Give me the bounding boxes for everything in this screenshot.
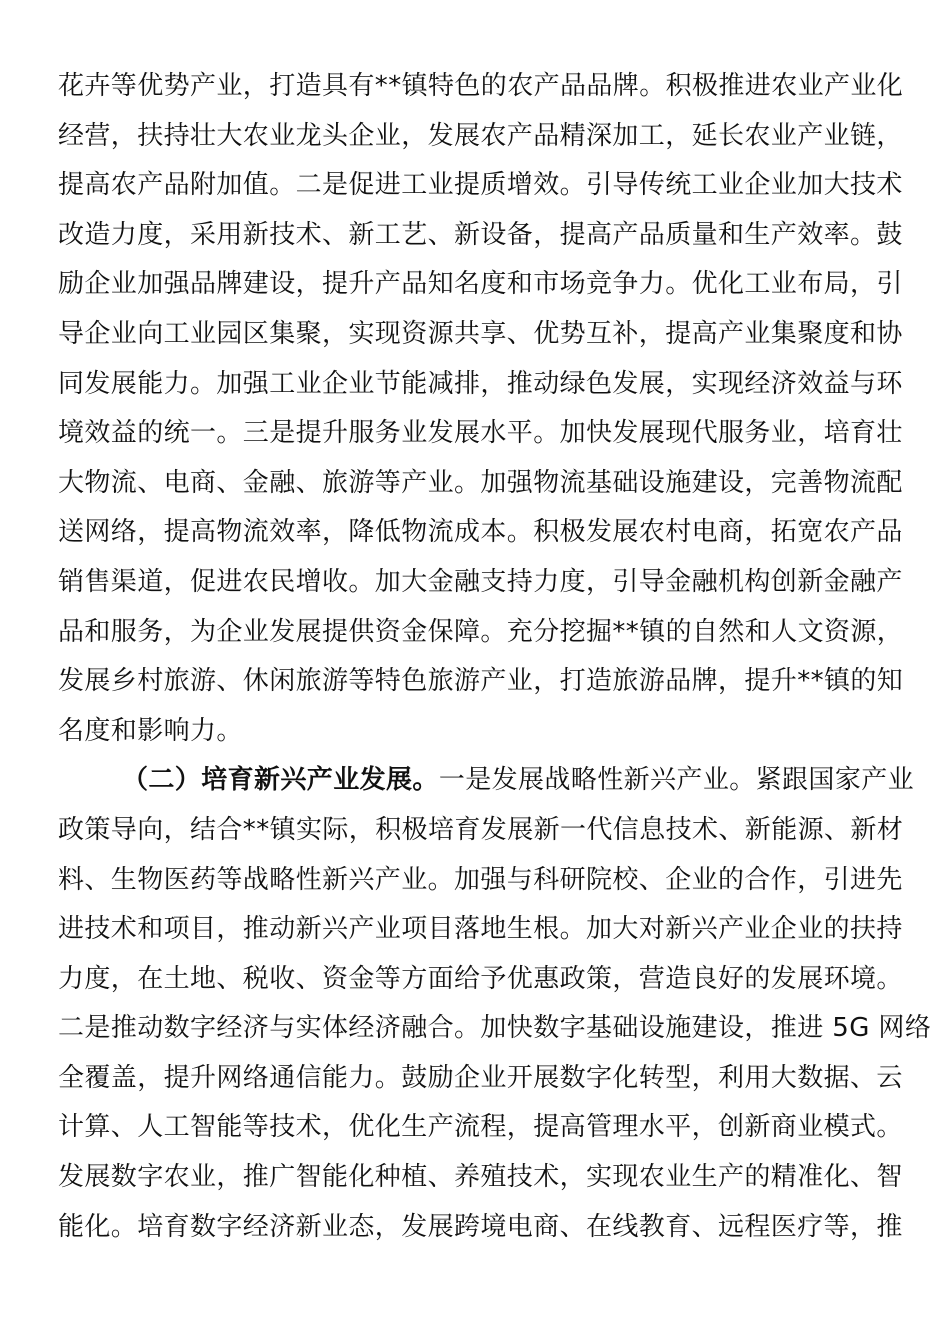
text-line: 境效益的统一。三是提升服务业发展水平。加快发展现代服务业，培育壮 xyxy=(58,418,903,449)
text-line: 经营，扶持壮大农业龙头企业，发展农产品精深加工，延长农业产业链， xyxy=(58,120,903,151)
text-line: 销售渠道，促进农民增收。加大金融支持力度，引导金融机构创新金融产 xyxy=(58,566,903,597)
text-line: 能化。培育数字经济新业态，发展跨境电商、在线教育、远程医疗等，推 xyxy=(58,1211,903,1242)
section-first-line xyxy=(58,756,915,806)
text-line: 送网络，提高物流效率，降低物流成本。积极发展农村电商，拓宽农产品 xyxy=(58,517,903,548)
text-line: 励企业加强品牌建设，提升产品知名度和市场竞争力。优化工业布局，引 xyxy=(58,269,903,300)
text-line: 力度，在土地、税收、资金等方面给予优惠政策，营造良好的发展环境。 xyxy=(58,963,903,994)
text-line: 发展乡村旅游、休闲旅游等特色旅游产业，打造旅游品牌，提升**镇的知 xyxy=(58,666,904,697)
text-line: 花卉等优势产业，打造具有**镇特色的农产品品牌。积极推进农业产业化 xyxy=(58,71,904,101)
text-line: 政策导向，结合**镇实际，积极培育发展新一代信息技术、新能源、新材 xyxy=(58,814,904,845)
text-line: 品和服务，为企业发展提供资金保障。充分挖掘**镇的自然和人文资源， xyxy=(58,616,904,647)
text-line: 发展数字农业，推广智能化种植、养殖技术，实现农业生产的精准化、智 xyxy=(58,1162,903,1193)
paragraph-emerging-industries xyxy=(58,756,932,1252)
text-line: 导企业向工业园区集聚，实现资源共享、优势互补，提高产业集聚度和协 xyxy=(58,318,903,349)
text-line: 二是推动数字经济与实体经济融合。加快数字基础设施建设，推进 5G 网络 xyxy=(58,1013,932,1044)
text-line: 进技术和项目，推动新兴产业项目落地生根。加大对新兴产业企业的扶持 xyxy=(58,914,903,945)
text-line: 同发展能力。加强工业企业节能减排，推动绿色发展，实现经济效益与环 xyxy=(58,368,903,399)
text-line: 改造力度，采用新技术、新工艺、新设备，提高产品质量和生产效率。鼓 xyxy=(58,219,903,250)
text-line: 全覆盖，提升网络通信能力。鼓励企业开展数字化转型，利用大数据、云 xyxy=(58,1062,903,1093)
section-first-line-text: 一是发展战略性新兴产业。紧跟国家产业 xyxy=(438,765,915,796)
paragraph-industry-upgrade xyxy=(58,62,904,756)
text-line: 大物流、电商、金融、旅游等产业。加强物流基础设施建设，完善物流配 xyxy=(58,467,903,498)
section-heading: （二）培育新兴产业发展。 xyxy=(122,765,439,796)
text-line: 提高农产品附加值。二是促进工业提质增效。引导传统工业企业加大技术 xyxy=(58,170,903,201)
text-line: 计算、人工智能等技术，优化生产流程，提高管理水平，创新商业模式。 xyxy=(58,1112,903,1143)
text-line: 名度和影响力。 xyxy=(58,715,243,746)
text-line: 料、生物医药等战略性新兴产业。加强与科研院校、企业的合作，引进先 xyxy=(58,864,903,895)
